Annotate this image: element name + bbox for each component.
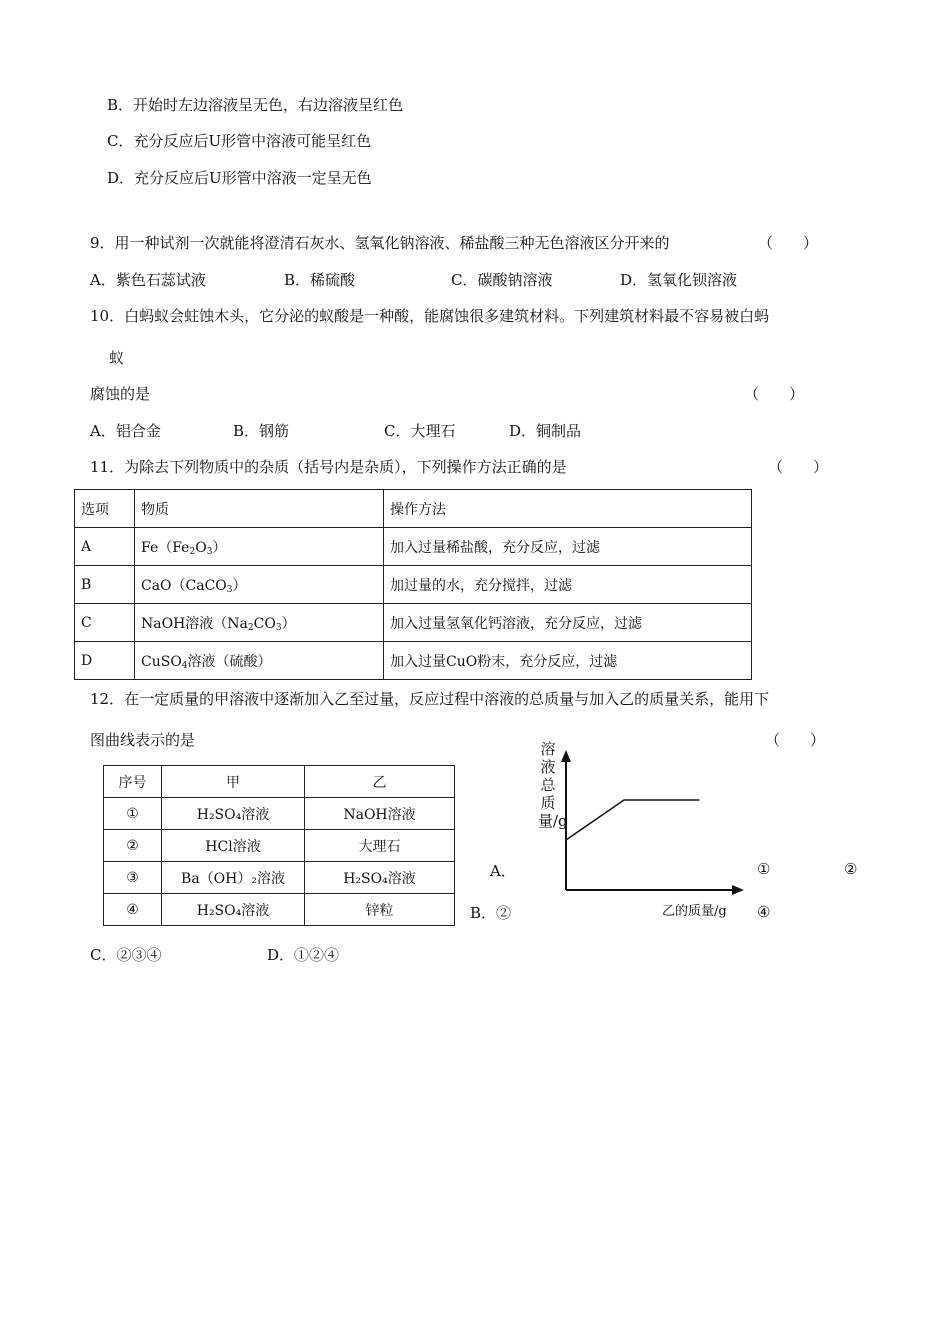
row-method: 加入过量CuO粉末，充分反应，过滤 — [384, 642, 752, 680]
row-jia: H₂SO₄溶液 — [162, 894, 305, 926]
q9-stem: 9．用一种试剂一次就能将澄清石灰水、氢氧化钠溶液、稀盐酸三种无色溶液区分开来的 — [90, 234, 670, 252]
row-substance: $Fe(Fe_2O_3)$ — [135, 528, 384, 566]
row-method: 加过量的水，充分搅拌，过滤 — [384, 566, 752, 604]
q12-option-a-label: A． — [490, 862, 516, 880]
q9-option-d: D．氢氧化钡溶液 — [620, 271, 738, 289]
row-number: ③ — [104, 862, 162, 894]
q10-stem-line3: 腐蚀的是 — [90, 385, 151, 403]
row-yi: H₂SO₄溶液 — [305, 862, 455, 894]
row-number: ④ — [104, 894, 162, 926]
row-method: 加入过量氢氧化钙溶液，充分反应，过滤 — [384, 604, 752, 642]
q11-stem: 11．为除去下列物质中的杂质（括号内是杂质），下列操作方法正确的是 — [90, 458, 567, 476]
q12-option-b-label: B．② — [470, 904, 512, 922]
header-substance: 物质 — [135, 490, 384, 528]
q10-stem-line2: 蚁 — [109, 349, 125, 367]
q10-option-a: A．铝合金 — [90, 422, 161, 440]
q9-option-a: A．紫色石蕊试液 — [90, 271, 206, 289]
row-substance: CuSO$_4$溶液（硫酸） — [135, 642, 384, 680]
q12-bracket: （ ） — [765, 731, 826, 749]
q12-stem-line1: 12．在一定质量的甲溶液中逐渐加入乙至过量，反应过程中溶液的总质量与加入乙的质量关系，能用下 — [90, 690, 770, 708]
q8-option-d: D．充分反应后U形管中溶液一定呈无色 — [107, 169, 372, 187]
q10-option-b: B．钢筋 — [233, 422, 290, 440]
q10-bracket: （ ） — [744, 385, 805, 403]
row-option: D — [75, 642, 135, 680]
header-yi: 乙 — [305, 766, 455, 798]
q12-option-c: C．②③④ — [90, 946, 162, 964]
q12-option-a-item2: ② — [844, 860, 858, 878]
q12-option-d: D．①②④ — [267, 946, 340, 964]
q10-stem-line1: 10．白蚂蚁会蛀蚀木头，它分泌的蚁酸是一种酸，能腐蚀很多建筑材料。下列建筑材料最不容易被白蚂 — [90, 307, 770, 325]
header-option: 选项 — [75, 490, 135, 528]
q10-option-c: C．大理石 — [384, 422, 456, 440]
row-substance: NaOH溶液$(Na_2CO_3)$ — [135, 604, 384, 642]
row-substance: CaO（CaCO$_3$） — [135, 566, 384, 604]
q8-option-c: C．充分反应后U形管中溶液可能呈红色 — [107, 132, 372, 150]
row-yi: 锌粒 — [305, 894, 455, 926]
row-method: 加入过量稀盐酸，充分反应，过滤 — [384, 528, 752, 566]
row-jia: HCl溶液 — [162, 830, 305, 862]
q8-option-b: B．开始时左边溶液呈无色，右边溶液呈红色 — [107, 96, 404, 114]
header-jia: 甲 — [162, 766, 305, 798]
q10-option-d: D．铜制品 — [509, 422, 582, 440]
header-number: 序号 — [104, 766, 162, 798]
row-option: A — [75, 528, 135, 566]
chart-series-line — [566, 800, 699, 840]
row-yi: NaOH溶液 — [305, 798, 455, 830]
row-number: ② — [104, 830, 162, 862]
q9-bracket: （ ） — [758, 234, 819, 252]
row-jia: Ba（OH）₂溶液 — [162, 862, 305, 894]
q12-option-a-item1: ① — [757, 860, 771, 878]
row-option: C — [75, 604, 135, 642]
q11-bracket: （ ） — [768, 458, 829, 476]
q9-option-b: B．稀硫酸 — [284, 271, 356, 289]
row-jia: H₂SO₄溶液 — [162, 798, 305, 830]
chart-y-axis-label: 溶液总质量/g — [538, 740, 568, 830]
header-method: 操作方法 — [384, 490, 752, 528]
row-yi: 大理石 — [305, 830, 455, 862]
q9-option-c: C．碳酸钠溶液 — [451, 271, 553, 289]
q12-stem-line2: 图曲线表示的是 — [90, 731, 196, 749]
row-option: B — [75, 566, 135, 604]
q12-option-b-item2: ④ — [757, 903, 771, 921]
x-axis-arrow-icon — [732, 885, 744, 895]
row-number: ① — [104, 798, 162, 830]
chart-x-axis-label: 乙的质量/g — [662, 904, 727, 919]
y-axis-arrow-icon — [561, 750, 571, 762]
